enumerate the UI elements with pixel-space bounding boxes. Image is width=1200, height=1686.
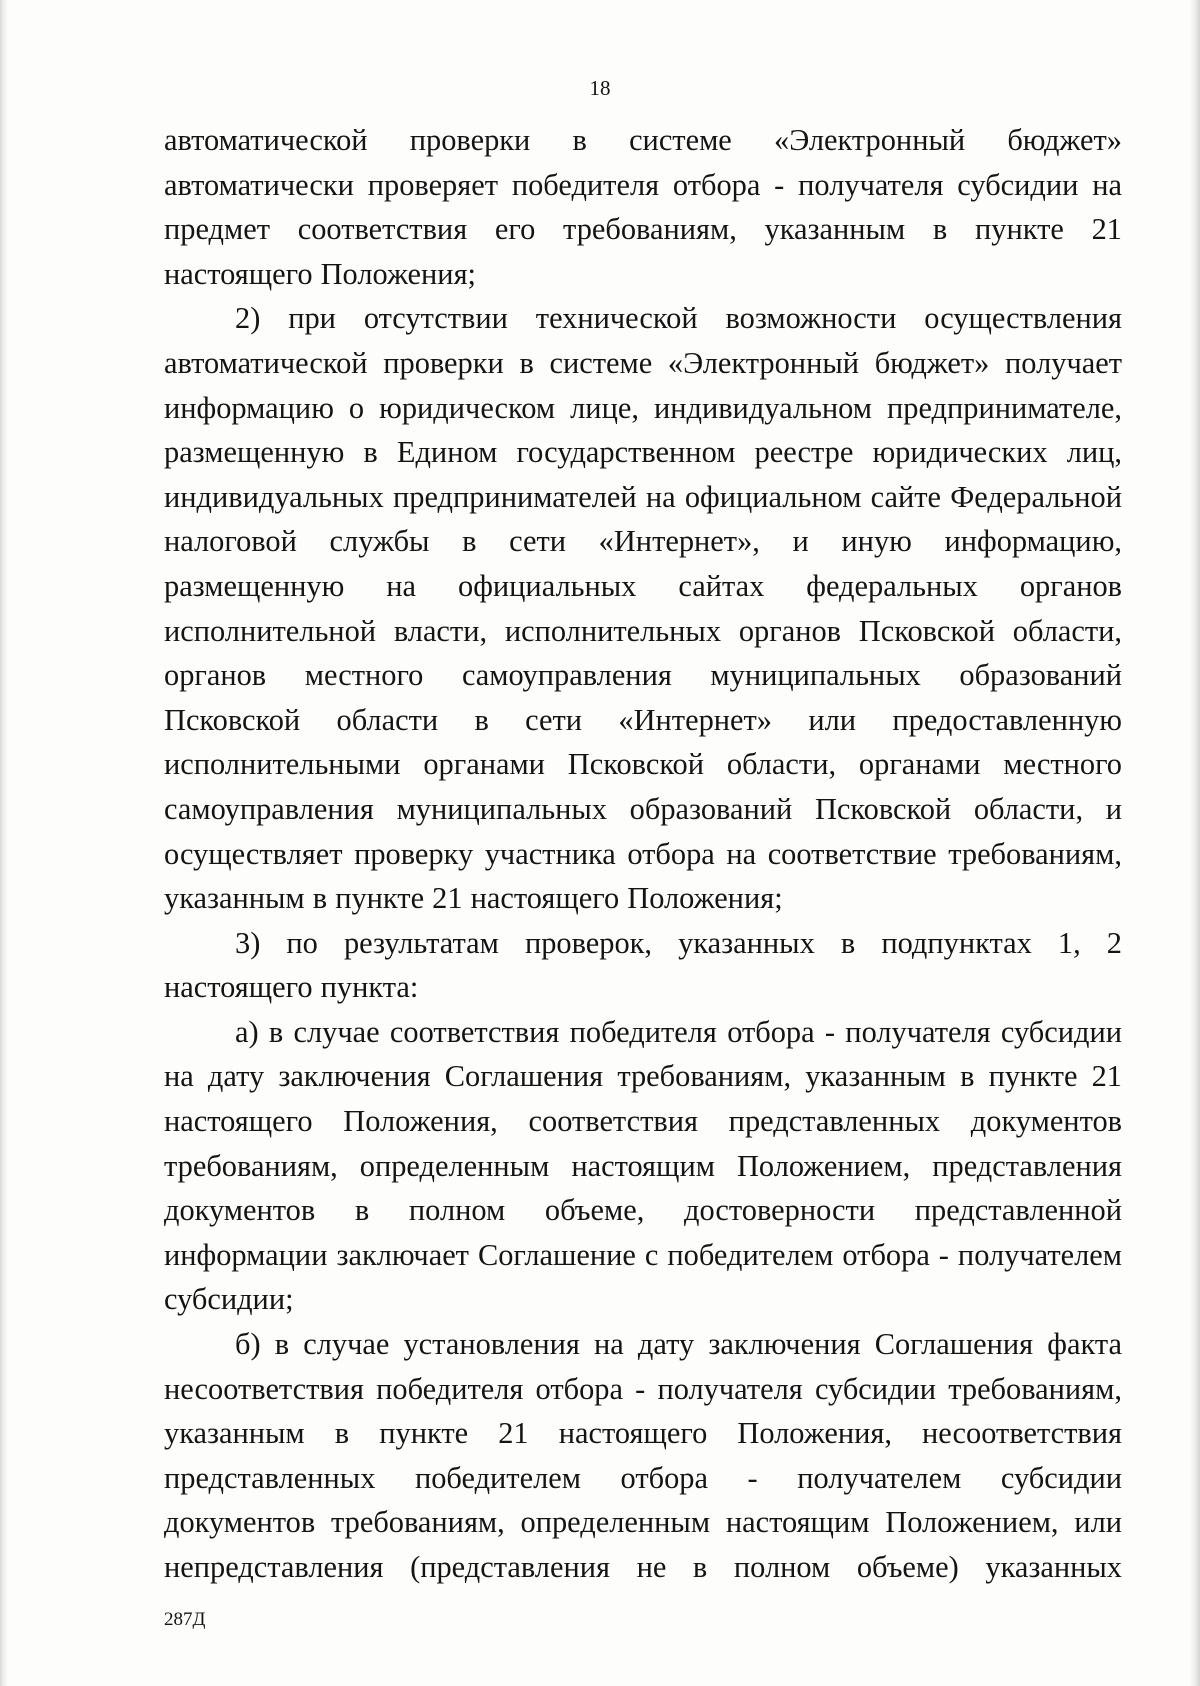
paragraph-item-3: 3) по результатам проверок, указанных в подпунктах 1, 2 настоящего пункта:: [164, 925, 1122, 1005]
paragraph-item-3a: а) в случае соответствия победителя отбора - получателя субсидии на дату заключения Соглашения требованиям, указанным в пункте 21 настоящего Положения, соответствия представленных документов требованиям, определенным настоящим Положением, представления документов в полном объеме, достоверности представленной информации заключает Соглашение с победителем отбора - получателем субсидии;: [164, 1014, 1122, 1317]
paragraph-continuation: автоматической проверки в системе «Электронный бюджет» автоматически проверяет победителя отбора - получателя субсидии на предмет соответствия его требованиям, указанным в пункте 21 настоящего Положения;: [164, 123, 1122, 291]
paragraph-item-2: 2) при отсутствии технической возможности осуществления автоматической проверки в системе «Электронный бюджет» получает информацию о юридическом лице, индивидуальном предпринимателе, размещенную в Едином государственном реестре юридических лиц, индивидуальных предпринимателей на официальном сайте Федеральной налоговой службы в сети «Интернет», и иную информацию, размещенную на официальных сайтах федеральных органов исполнительной власти, исполнительных органов Псковской области, органов местного самоуправления муниципальных образований Псковской области в сети «Интернет» или предоставленную исполнительными органами Псковской области, органами местного самоуправления муниципальных образований Псковской области, и осуществляет проверку участника отбора на соответствие требованиям, указанным в пункте 21 настоящего Положения;: [164, 301, 1122, 916]
paragraph-item-3b: б) в случае установления на дату заключения Соглашения факта несоответствия победителя отбора - получателя субсидии требованиям, указанным в пункте 21 настоящего Положения, несоответствия представленных победителем отбора - получателем субсидии документов требованиям, определенным настоящим Положением, или непредставления (представления не в полном объеме) указанных: [164, 1327, 1122, 1584]
document-body: [164, 118, 1122, 1590]
scan-edge-left: [0, 0, 8, 1686]
page-number: 18: [589, 76, 611, 100]
scan-edge-right: [1190, 0, 1200, 1686]
document-code: 287Д: [164, 1609, 206, 1630]
